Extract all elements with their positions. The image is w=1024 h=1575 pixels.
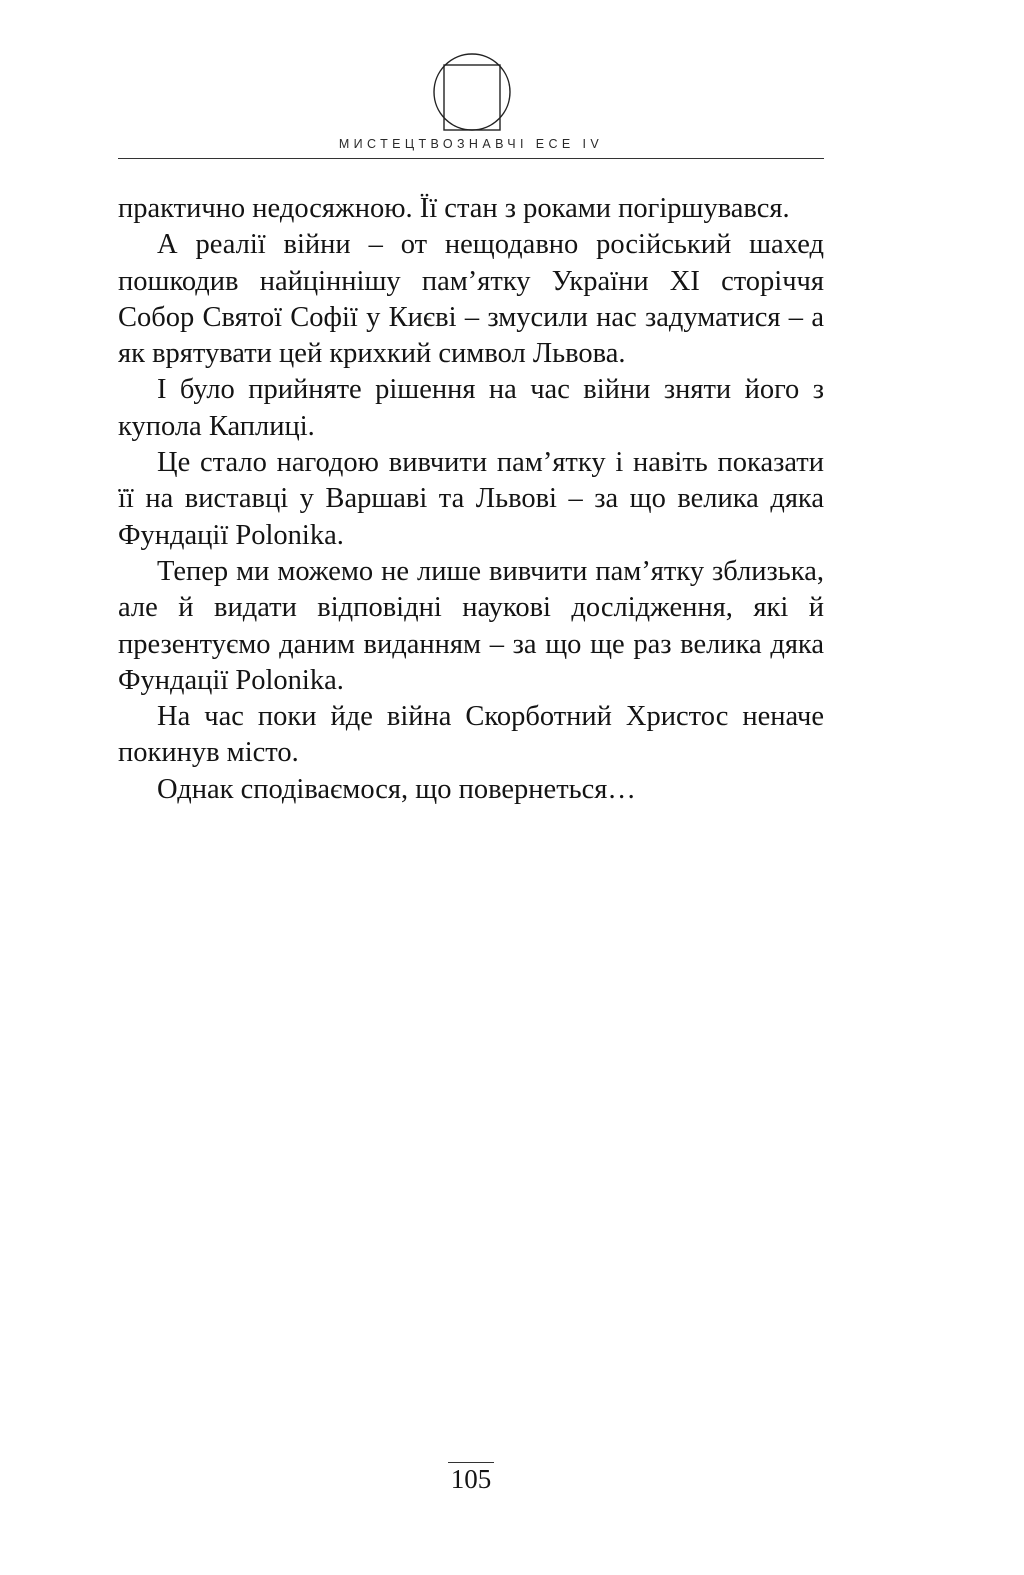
running-title: МИСТЕЦТВОЗНАВЧІ ЕСЕ IV xyxy=(338,137,604,151)
paragraph: Це стало нагодою вивчити пам’ятку і навіть показати її на виставці у Варшаві та Львові – за що велика дяка Фундації Polonika. xyxy=(118,447,824,551)
paragraph: Однак сподіваємося, що повернеться… xyxy=(157,773,636,805)
body-text xyxy=(118,191,824,808)
header-divider xyxy=(118,158,824,159)
paragraph: практично недосяжною. Її стан з роками погіршувався. xyxy=(118,193,790,224)
page-number: 105 xyxy=(448,1462,494,1494)
circle-square-icon xyxy=(432,52,512,132)
paragraph: І було прийняте рішення на час війни зняти його з купола Каплиці. xyxy=(118,374,824,442)
paragraph: Тепер ми можемо не лише вивчити пам’ятку зблизька, але й видати відповідні наукові дослідження, які й презентуємо даним виданням – за що ще раз велика дяка Фундації Polonika. xyxy=(118,555,824,696)
paragraph: А реалії війни – от нещодавно російський шахед пошкодив найціннішу пам’ятку України XI сторіччя Собор Святої Софії у Києві – змусили нас задуматися – а як врятувати цей крихкий символ Львова. xyxy=(118,229,824,370)
paragraph: На час поки йде війна Скорботний Христос неначе покинув місто. xyxy=(118,701,824,769)
